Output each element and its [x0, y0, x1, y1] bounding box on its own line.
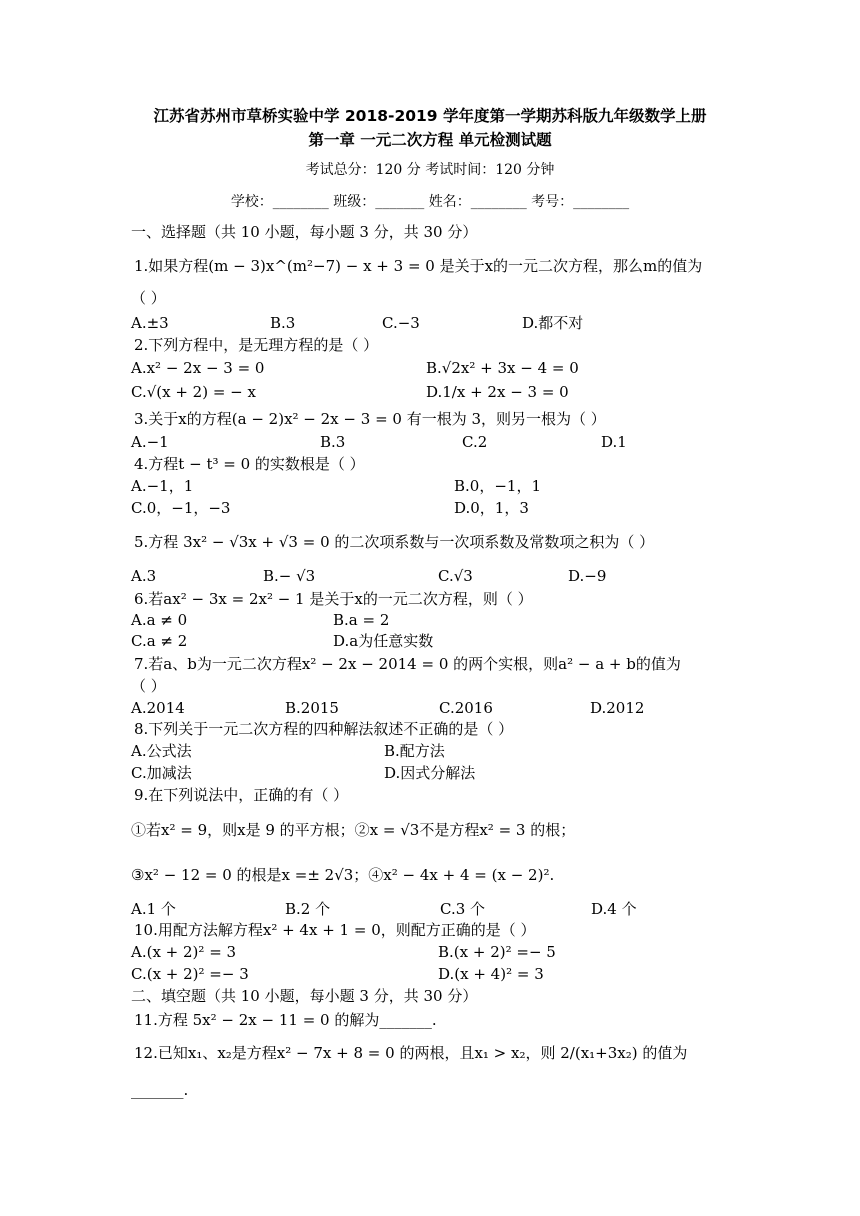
option-d: D.(x + 4)² = 3: [438, 965, 544, 983]
option-d: D.1: [601, 433, 627, 451]
option-b: B.0，−1，1: [454, 477, 541, 495]
option-b: B.3: [270, 314, 296, 332]
option-b: B.− √3: [263, 567, 316, 585]
option-a: A.2014: [131, 699, 185, 717]
option-c: C.2016: [439, 699, 493, 717]
question-9-statements-2: ③x² − 12 = 0 的根是x =± 2√3；④x² − 4x + 4 = (x − 2)².: [131, 866, 555, 884]
option-b: B.2015: [285, 699, 339, 717]
question-9-statements-1: ①若x² = 9，则x是 9 的平方根；②x = √3不是方程x² = 3 的根；: [131, 821, 576, 839]
question-12-stem: 12.已知x₁、x₂是方程x² − 7x + 8 = 0 的两根，且x₁ > x₂，则 2/(x₁+3x₂) 的值为: [134, 1044, 688, 1062]
question-4-stem: 4.方程t − t³ = 0 的实数根是（ ）: [134, 455, 365, 473]
option-b: B.a = 2: [333, 611, 390, 629]
option-b: B.(x + 2)² =− 5: [438, 943, 556, 961]
option-d: D.0，1，3: [454, 499, 529, 517]
question-7-cont: （ ）: [131, 677, 166, 695]
option-b: B.√2x² + 3x − 4 = 0: [426, 359, 579, 377]
option-d: D.−9: [568, 567, 607, 585]
option-a: A.a ≠ 0: [131, 611, 188, 629]
question-11-stem: 11.方程 5x² − 2x − 11 = 0 的解为_______.: [134, 1011, 437, 1029]
student-fields: 学校：________ 班级：_______ 姓名：________ 考号：________: [230, 194, 630, 210]
option-d: D.因式分解法: [384, 764, 476, 782]
exam-title: 江苏省苏州市草桥实验中学 2018-2019 学年度第一学期苏科版九年级数学上册: [153, 107, 707, 125]
option-c: C.√3: [438, 567, 473, 585]
option-c: C.0，−1，−3: [131, 499, 231, 517]
exam-info: 考试总分：120 分 考试时间：120 分钟: [305, 162, 555, 178]
question-5-stem: 5.方程 3x² − √3x + √3 = 0 的二次项系数与一次项系数及常数项之积为（ ）: [134, 533, 655, 551]
option-c: C.a ≠ 2: [131, 632, 188, 650]
option-d: D.4 个: [591, 900, 637, 918]
option-a: A.−1: [131, 433, 169, 451]
section-fill-heading: 二、填空题（共 10 小题，每小题 3 分，共 30 分）: [131, 987, 478, 1005]
question-7-stem: 7.若a、b为一元二次方程x² − 2x − 2014 = 0 的两个实根，则a² − a + b的值为: [134, 655, 681, 673]
question-12-cont: _______.: [131, 1081, 189, 1099]
option-a: A.−1，1: [131, 477, 194, 495]
option-b: B.2 个: [285, 900, 331, 918]
option-c: C.(x + 2)² =− 3: [131, 965, 249, 983]
option-a: A.±3: [131, 314, 169, 332]
question-2-stem: 2.下列方程中，是无理方程的是（ ）: [134, 336, 379, 354]
option-b: B.配方法: [384, 742, 445, 760]
option-d: D.2012: [590, 699, 645, 717]
option-c: C.2: [462, 433, 488, 451]
option-a: A.公式法: [131, 742, 192, 760]
option-d: D.a为任意实数: [333, 632, 434, 650]
question-1-cont: （ ）: [131, 289, 166, 307]
exam-subtitle: 第一章 一元二次方程 单元检测试题: [308, 131, 552, 149]
option-c: C.−3: [382, 314, 420, 332]
question-10-stem: 10.用配方法解方程x² + 4x + 1 = 0，则配方正确的是（ ）: [134, 921, 536, 939]
option-a: A.1 个: [131, 900, 176, 918]
option-c: C.3 个: [440, 900, 486, 918]
section-choice-heading: 一、选择题（共 10 小题，每小题 3 分，共 30 分）: [131, 223, 478, 241]
question-3-stem: 3.关于x的方程(a − 2)x² − 2x − 3 = 0 有一根为 3，则另一根为（ ）: [134, 410, 606, 428]
question-9-stem: 9.在下列说法中，正确的有（ ）: [134, 786, 349, 804]
question-1-stem: 1.如果方程(m − 3)x^(m²−7) − x + 3 = 0 是关于x的一元二次方程，那么m的值为: [134, 257, 703, 275]
option-d: D.1/x + 2x − 3 = 0: [426, 383, 569, 401]
question-6-stem: 6.若ax² − 3x = 2x² − 1 是关于x的一元二次方程，则（ ）: [134, 590, 533, 608]
option-a: A.x² − 2x − 3 = 0: [131, 359, 265, 377]
option-c: C.加减法: [131, 764, 192, 782]
question-8-stem: 8.下列关于一元二次方程的四种解法叙述不正确的是（ ）: [134, 720, 514, 738]
option-a: A.3: [131, 567, 157, 585]
option-b: B.3: [320, 433, 346, 451]
option-c: C.√(x + 2) = − x: [131, 383, 256, 401]
option-a: A.(x + 2)² = 3: [131, 943, 237, 961]
option-d: D.都不对: [522, 314, 584, 332]
